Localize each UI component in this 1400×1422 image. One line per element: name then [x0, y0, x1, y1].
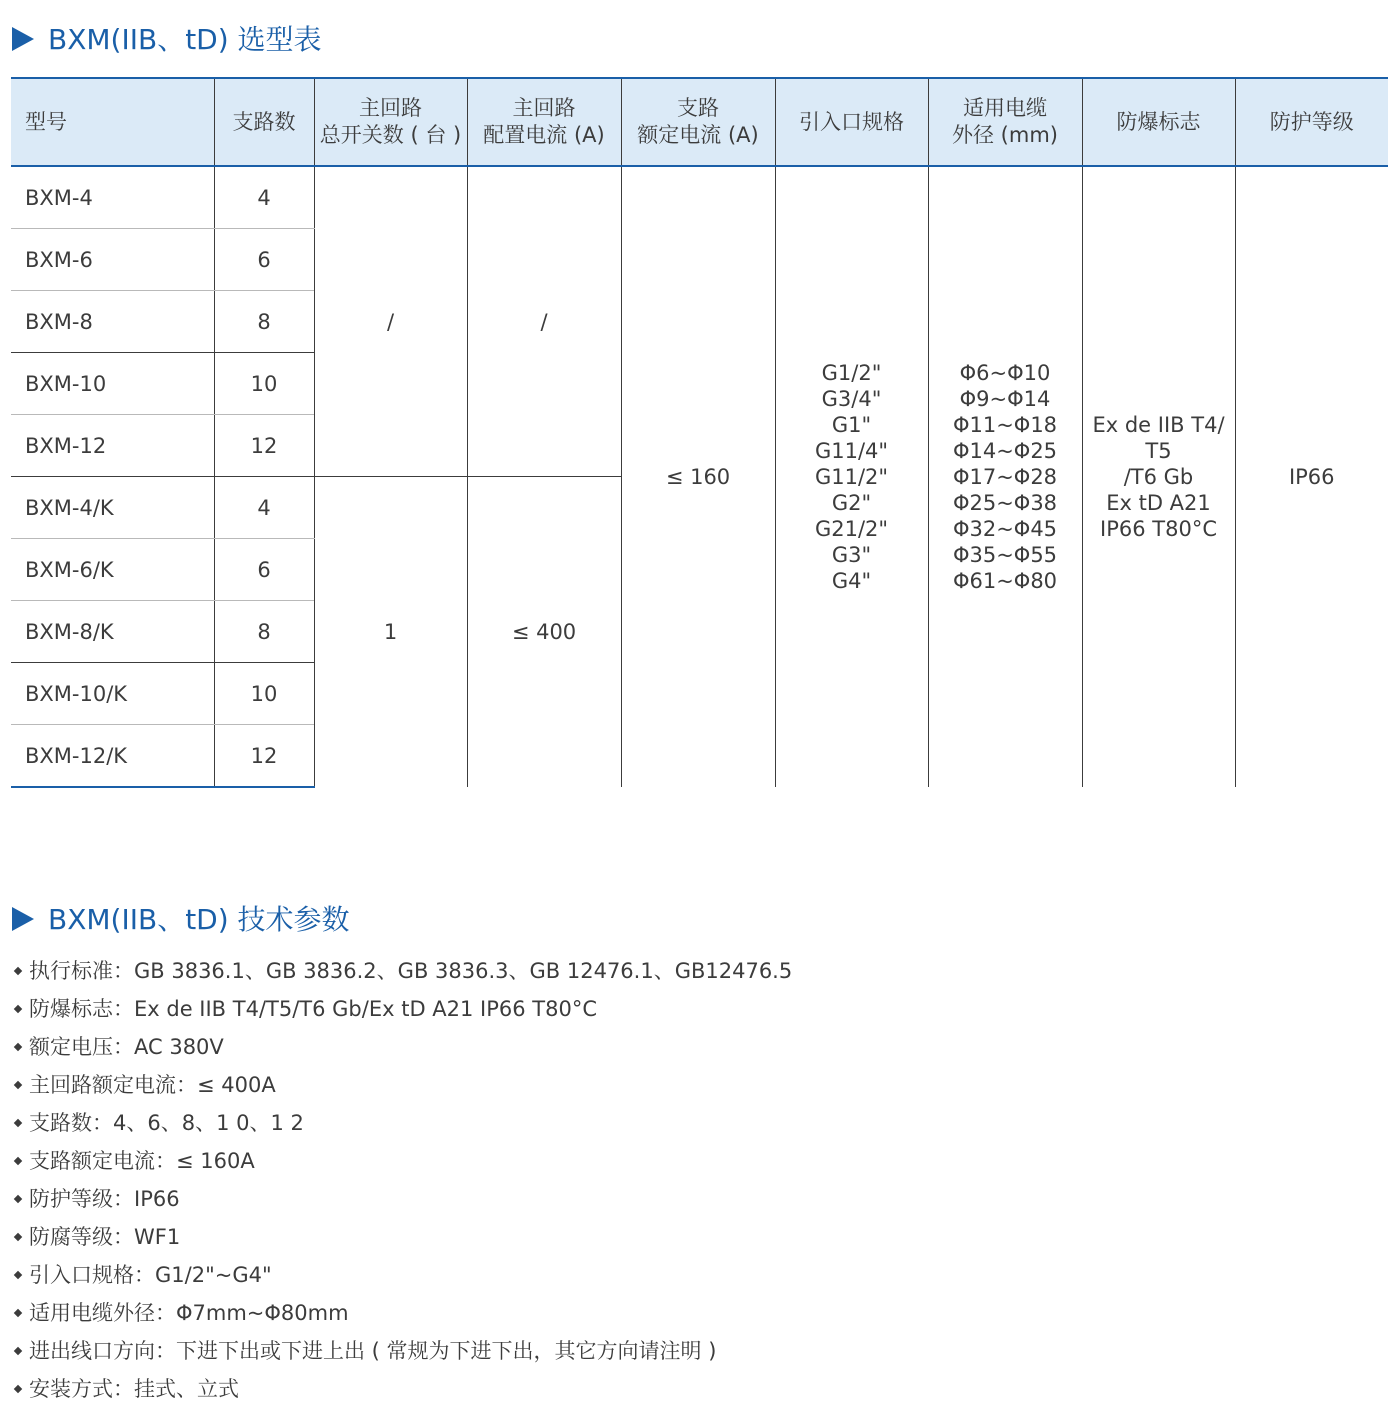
diamond-bullet-icon	[14, 967, 22, 975]
diamond-bullet-icon	[14, 1081, 22, 1089]
header-ex-mark: 防爆标志	[1082, 78, 1235, 166]
diamond-bullet-icon	[14, 1119, 22, 1127]
diamond-bullet-icon	[14, 1157, 22, 1165]
branch-cell: 6	[214, 229, 314, 291]
diamond-bullet-icon	[14, 1271, 22, 1279]
triangle-bullet-icon	[12, 27, 34, 51]
model-cell: BXM-12/K	[11, 725, 214, 788]
header-branch-count: 支路数	[214, 78, 314, 166]
list-item: 适用电缆外径：Φ7mm~Φ80mm	[12, 1294, 792, 1332]
branch-cell: 12	[214, 415, 314, 477]
model-cell: BXM-12	[11, 415, 214, 477]
list-item: 支路额定电流：≤ 160A	[12, 1142, 792, 1180]
protection-cell: IP66	[1235, 166, 1388, 787]
diamond-bullet-icon	[14, 1385, 22, 1393]
ex-mark-cell: Ex de IIB T4/ T5 /T6 Gb Ex tD A21 IP66 T80°C	[1082, 166, 1235, 787]
model-cell: BXM-8	[11, 291, 214, 353]
branch-cell: 8	[214, 601, 314, 663]
cable-range-cell: Φ6~Φ10 Φ9~Φ14 Φ11~Φ18 Φ14~Φ25 Φ17~Φ28 Φ25~Φ38 Φ32~Φ45 Φ35~Φ55 Φ61~Φ80	[928, 166, 1082, 787]
model-cell: BXM-4	[11, 166, 214, 229]
model-cell: BXM-6	[11, 229, 214, 291]
header-main-switch: 主回路 总开关数 ( 台 )	[314, 78, 467, 166]
main-switch-cell-a: /	[314, 166, 467, 477]
list-item: 进出线口方向：下进下出或下进上出 ( 常规为下进下出，其它方向请注明 )	[12, 1332, 792, 1370]
list-item: 额定电压：AC 380V	[12, 1028, 792, 1066]
entry-spec-cell: G1/2" G3/4" G1" G11/4" G11/2" G2" G21/2" G3" G4"	[775, 166, 928, 787]
diamond-bullet-icon	[14, 1005, 22, 1013]
list-item: 防腐等级：WF1	[12, 1218, 792, 1256]
diamond-bullet-icon	[14, 1233, 22, 1241]
list-item: 防爆标志：Ex de IIB T4/T5/T6 Gb/Ex tD A21 IP66 T80°C	[12, 990, 792, 1028]
header-entry-spec: 引入口规格	[775, 78, 928, 166]
main-current-cell-b: ≤ 400	[467, 477, 621, 788]
model-cell: BXM-6/K	[11, 539, 214, 601]
list-item: 防护等级：IP66	[12, 1180, 792, 1218]
list-item: 安装方式：挂式、立式	[12, 1370, 792, 1408]
list-item: 主回路额定电流：≤ 400A	[12, 1066, 792, 1104]
branch-cell: 10	[214, 663, 314, 725]
header-protection: 防护等级	[1235, 78, 1388, 166]
branch-cell: 4	[214, 166, 314, 229]
model-cell: BXM-4/K	[11, 477, 214, 539]
model-cell: BXM-10	[11, 353, 214, 415]
table-row	[11, 166, 1388, 229]
model-cell: BXM-10/K	[11, 663, 214, 725]
header-main-current: 主回路 配置电流 (A)	[467, 78, 621, 166]
branch-cell: 8	[214, 291, 314, 353]
header-model: 型号	[11, 78, 214, 166]
table-header-row	[11, 78, 1388, 166]
triangle-bullet-icon	[12, 907, 34, 931]
header-cable-diameter: 适用电缆 外径 (mm)	[928, 78, 1082, 166]
selection-table	[11, 77, 1388, 788]
main-current-cell-a: /	[467, 166, 621, 477]
list-item: 执行标准：GB 3836.1、GB 3836.2、GB 3836.3、GB 12476.1、GB12476.5	[12, 952, 792, 990]
diamond-bullet-icon	[14, 1309, 22, 1317]
diamond-bullet-icon	[14, 1043, 22, 1051]
header-branch-current: 支路 额定电流 (A)	[621, 78, 775, 166]
selection-table-title-text: BXM(IIB、tD) 选型表	[48, 23, 322, 56]
tech-params-title	[12, 898, 350, 938]
tech-params-list	[12, 952, 792, 1408]
list-item: 引入口规格：G1/2"~G4"	[12, 1256, 792, 1294]
tech-params-title-text: BXM(IIB、tD) 技术参数	[48, 903, 350, 936]
diamond-bullet-icon	[14, 1347, 22, 1355]
branch-cell: 10	[214, 353, 314, 415]
main-switch-cell-b: 1	[314, 477, 467, 788]
selection-table-title	[12, 18, 322, 58]
list-item: 支路数：4、6、8、1 0、1 2	[12, 1104, 792, 1142]
branch-cell: 6	[214, 539, 314, 601]
branch-current-cell: ≤ 160	[621, 166, 775, 787]
model-cell: BXM-8/K	[11, 601, 214, 663]
branch-cell: 4	[214, 477, 314, 539]
branch-cell: 12	[214, 725, 314, 788]
diamond-bullet-icon	[14, 1195, 22, 1203]
